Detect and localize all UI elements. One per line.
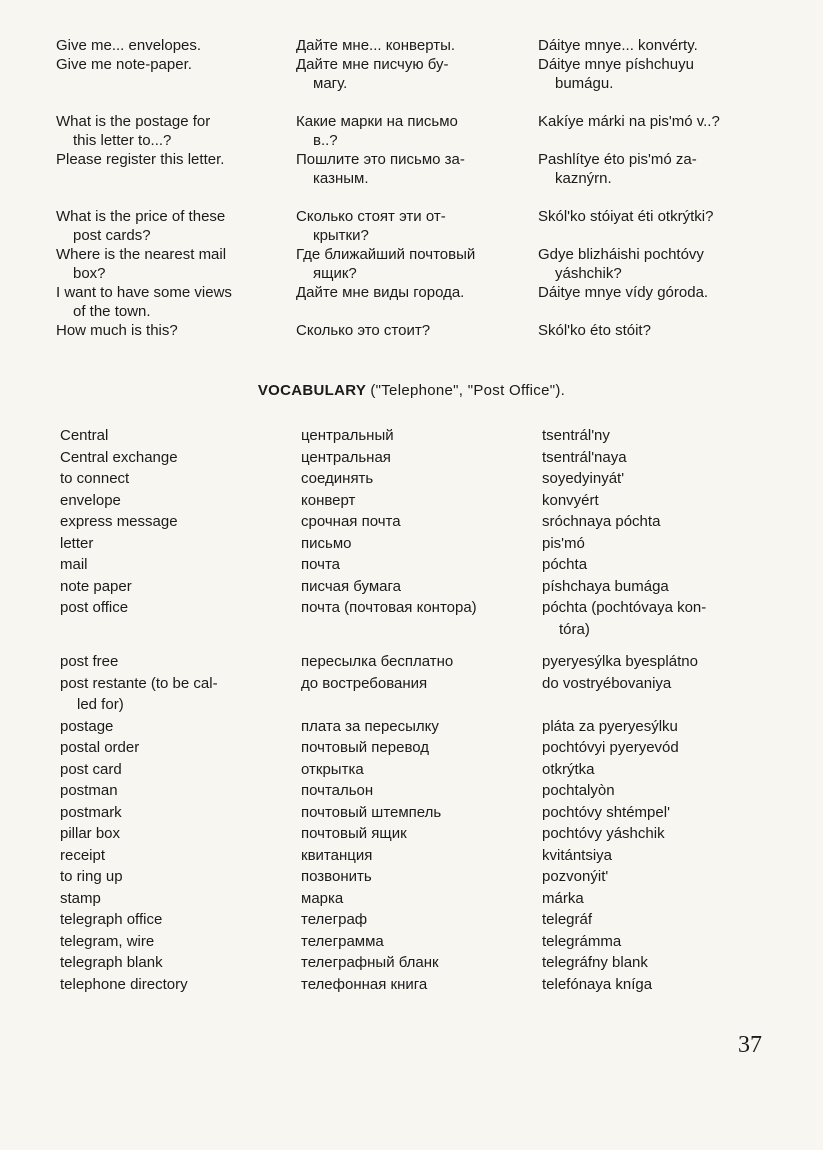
- phrase-transliteration-line: yáshchik?: [555, 265, 622, 282]
- vocab-english-line: pillar box: [60, 825, 121, 842]
- vocab-transliteration-line: soyedyinyát': [542, 470, 625, 487]
- vocab-english: [60, 823, 301, 845]
- vocabulary-row: [60, 533, 772, 555]
- vocab-english-line: telegraph office: [60, 911, 163, 928]
- vocab-english: [60, 716, 301, 738]
- vocab-transliteration: [542, 447, 772, 469]
- vocab-transliteration-line: telegráfny blank: [542, 954, 648, 971]
- vocab-transliteration: [542, 673, 772, 695]
- vocabulary-row: [60, 490, 772, 512]
- vocab-russian-line: марка: [301, 889, 344, 907]
- vocab-english-line: post office: [60, 599, 129, 616]
- vocab-english-line: post free: [60, 653, 119, 670]
- phrase-transliteration: [538, 245, 768, 283]
- phrase-russian-line: в..?: [313, 132, 338, 149]
- vocab-english: [60, 866, 301, 888]
- vocab-english: [60, 425, 301, 447]
- phrase-row: [56, 36, 768, 55]
- vocab-russian: [301, 802, 542, 824]
- vocab-transliteration-line: píshchaya bumága: [542, 577, 669, 595]
- vocab-english-line: stamp: [60, 889, 101, 907]
- vocab-transliteration-line: tsentrál'ny: [542, 427, 610, 444]
- phrase-english-line: How much is this?: [56, 322, 178, 339]
- phrase-row: [56, 207, 768, 245]
- vocab-transliteration-line: póchta (pochtóvaya kon-: [542, 599, 707, 616]
- vocab-english: [60, 759, 301, 781]
- phrase-russian-line: Дайте мне... конверты.: [296, 37, 456, 54]
- phrase-row: [56, 245, 768, 283]
- vocab-transliteration: [542, 823, 772, 845]
- phrase-english: [56, 150, 296, 169]
- vocab-english: [60, 651, 301, 673]
- phrase-english-line: this letter to...?: [73, 132, 172, 149]
- phrase-transliteration-line: Kakíye márki na pis'mó v..?: [538, 113, 720, 130]
- vocab-transliteration: [542, 931, 772, 953]
- vocab-russian: [301, 554, 542, 576]
- vocab-transliteration: [542, 845, 772, 867]
- vocab-russian-line: до востребования: [301, 674, 428, 692]
- phrase-russian-line: казным.: [313, 170, 369, 187]
- vocab-english-line: led for): [77, 696, 124, 713]
- vocab-english: [60, 974, 301, 996]
- vocab-transliteration-line: pis'mó: [542, 534, 585, 552]
- vocab-russian: [301, 845, 542, 867]
- vocab-english-line: postmark: [60, 803, 122, 821]
- phrase-english-line: Give me... envelopes.: [56, 37, 202, 54]
- vocab-english-line: telephone directory: [60, 975, 188, 993]
- vocab-english: [60, 447, 301, 469]
- vocab-english: [60, 597, 301, 619]
- vocab-transliteration: [542, 780, 772, 802]
- vocab-english-line: post card: [60, 760, 122, 778]
- phrase-english-line: What is the price of these: [56, 208, 226, 225]
- phrase-row: [56, 112, 768, 150]
- vocab-english: [60, 845, 301, 867]
- vocab-english-line: postal order: [60, 739, 140, 756]
- phrase-transliteration: [538, 321, 768, 340]
- vocab-russian-line: пересылка бесплатно: [301, 653, 454, 670]
- vocab-transliteration: [542, 511, 772, 533]
- phrase-transliteration: [538, 207, 768, 226]
- vocab-russian: [301, 673, 542, 695]
- vocab-english: [60, 952, 301, 974]
- vocab-transliteration: [542, 490, 772, 512]
- vocab-russian-line: телеграмма: [301, 932, 384, 950]
- vocabulary-row: [60, 823, 772, 845]
- vocab-russian: [301, 952, 542, 974]
- phrase-transliteration-line: Skól'ko stóiyat éti otkrýtki?: [538, 208, 714, 225]
- vocab-english: [60, 490, 301, 512]
- phrase-english-line: of the town.: [73, 303, 151, 320]
- phrase-transliteration-line: Dáitye mnye... konvérty.: [538, 37, 698, 54]
- vocab-transliteration: [542, 597, 772, 640]
- vocabulary-row: [60, 651, 772, 673]
- vocabulary-row: [60, 447, 772, 469]
- vocab-russian: [301, 716, 542, 738]
- vocab-russian: [301, 511, 542, 533]
- vocab-russian: [301, 490, 542, 512]
- vocab-english-line: receipt: [60, 846, 106, 864]
- vocab-english: [60, 673, 301, 716]
- vocab-russian-line: телеграф: [301, 911, 368, 928]
- phrase-transliteration-line: Dáitye mnye píshchuyu: [538, 56, 694, 73]
- vocabulary-row: [60, 576, 772, 598]
- phrase-transliteration: [538, 112, 768, 131]
- phrase-english-line: Where is the nearest mail: [56, 246, 227, 263]
- vocab-russian-line: центральный: [301, 427, 394, 444]
- vocab-transliteration-line: konvyért: [542, 491, 599, 509]
- vocab-russian-line: квитанция: [301, 846, 373, 864]
- vocab-russian: [301, 888, 542, 910]
- vocab-english-line: to ring up: [60, 868, 123, 885]
- vocab-transliteration-line: telegrámma: [542, 932, 622, 950]
- phrase-transliteration-line: Pashlítye éto pis'mó za-: [538, 151, 697, 168]
- vocabulary-row: [60, 554, 772, 576]
- vocab-transliteration: [542, 533, 772, 555]
- vocab-transliteration-line: tóra): [559, 620, 590, 638]
- phrase-russian-line: Где ближайший почтовый: [296, 246, 476, 263]
- phrase-russian: [296, 112, 538, 150]
- phrase-row: [56, 321, 768, 340]
- vocabulary-row: [60, 425, 772, 447]
- phrase-russian-line: ящик?: [313, 265, 357, 282]
- vocab-transliteration: [542, 759, 772, 781]
- vocabulary-row: [60, 888, 772, 910]
- vocab-russian: [301, 780, 542, 802]
- vocab-russian: [301, 931, 542, 953]
- phrase-english-line: What is the postage for: [56, 113, 211, 130]
- vocabulary-heading-main: VOCABULARY: [257, 382, 366, 399]
- phrase-english: [56, 245, 296, 283]
- vocab-transliteration-line: pozvonýit': [542, 868, 609, 885]
- phrase-english: [56, 321, 296, 340]
- vocab-russian-line: срочная почта: [301, 513, 401, 530]
- phrase-english: [56, 36, 296, 55]
- vocabulary-row: [60, 909, 772, 931]
- phrase-english-line: post cards?: [73, 227, 151, 244]
- vocabulary-heading: [0, 382, 823, 399]
- vocab-transliteration: [542, 737, 772, 759]
- vocabulary-row: [60, 952, 772, 974]
- vocab-english: [60, 737, 301, 759]
- vocabulary-row: [60, 673, 772, 716]
- vocab-english-line: note paper: [60, 577, 132, 595]
- vocab-russian: [301, 759, 542, 781]
- vocab-transliteration: [542, 888, 772, 910]
- vocab-english-line: Central exchange: [60, 448, 178, 466]
- phrase-transliteration-line: Gdye blizháishi pochtóvy: [538, 246, 704, 263]
- vocab-russian-line: почтовый перевод: [301, 739, 430, 756]
- vocab-english-line: to connect: [60, 470, 130, 487]
- phrase-english-line: box?: [73, 265, 106, 282]
- vocab-russian: [301, 468, 542, 490]
- phrase-russian: [296, 36, 538, 55]
- vocab-russian-line: центральная: [301, 448, 391, 466]
- vocab-transliteration-line: otkrýtka: [542, 760, 595, 778]
- vocab-english-line: express message: [60, 513, 178, 530]
- vocab-transliteration-line: pochtalyòn: [542, 782, 615, 799]
- phrase-english-line: Please register this letter.: [56, 151, 225, 168]
- vocabulary-table: [60, 425, 772, 995]
- phrase-row: [56, 150, 768, 188]
- vocabulary-row: [60, 845, 772, 867]
- phrase-english-line: Give me note-paper.: [56, 56, 192, 73]
- phrase-russian: [296, 245, 538, 283]
- vocabulary-row: [60, 780, 772, 802]
- phrase-transliteration: [538, 36, 768, 55]
- vocab-transliteration-line: pochtóvy yáshchik: [542, 825, 665, 842]
- vocab-english-line: telegram, wire: [60, 932, 155, 950]
- vocabulary-row: [60, 974, 772, 996]
- vocab-russian: [301, 866, 542, 888]
- vocabulary-row: [60, 759, 772, 781]
- vocab-transliteration-line: póchta: [542, 556, 588, 573]
- phrase-transliteration: [538, 283, 768, 302]
- vocab-transliteration-line: pochtóvy shtémpel': [542, 803, 670, 821]
- phrase-russian: [296, 55, 538, 93]
- vocab-english: [60, 931, 301, 953]
- vocab-russian: [301, 909, 542, 931]
- vocab-english: [60, 909, 301, 931]
- vocab-transliteration: [542, 716, 772, 738]
- vocab-transliteration: [542, 576, 772, 598]
- phrase-russian-line: Дайте мне писчую бу-: [296, 56, 449, 73]
- vocab-transliteration: [542, 802, 772, 824]
- phrase-english: [56, 207, 296, 245]
- vocab-transliteration: [542, 866, 772, 888]
- vocabulary-row: [60, 468, 772, 490]
- vocab-russian: [301, 576, 542, 598]
- phrase-english: [56, 55, 296, 74]
- vocab-english-line: Central: [60, 427, 109, 444]
- phrase-row: [56, 55, 768, 93]
- vocab-russian-line: почта (почтовая контора): [301, 599, 477, 616]
- vocab-english: [60, 533, 301, 555]
- page-number: 37: [738, 1032, 762, 1058]
- vocab-transliteration-line: pláta za pyeryesýlku: [542, 717, 678, 735]
- vocab-transliteration: [542, 974, 772, 996]
- vocabulary-row: [60, 511, 772, 533]
- phrase-table: [56, 36, 768, 340]
- phrase-english: [56, 283, 296, 321]
- vocabulary-row: [60, 737, 772, 759]
- phrase-russian: [296, 150, 538, 188]
- phrase-transliteration-line: kaznýrn.: [555, 170, 612, 187]
- vocab-russian: [301, 651, 542, 673]
- vocabulary-row: [60, 866, 772, 888]
- phrase-russian-line: крытки?: [313, 227, 369, 244]
- vocab-english: [60, 780, 301, 802]
- vocab-english: [60, 468, 301, 490]
- vocab-transliteration: [542, 468, 772, 490]
- vocab-russian: [301, 533, 542, 555]
- phrase-transliteration: [538, 150, 768, 188]
- vocab-english: [60, 554, 301, 576]
- vocabulary-heading-sub: ("Telephone", "Post Office").: [370, 382, 566, 399]
- vocab-russian: [301, 974, 542, 996]
- vocab-english-line: postman: [60, 782, 118, 799]
- vocab-russian-line: плата за пересылку: [301, 717, 439, 735]
- vocab-english-line: postage: [60, 717, 114, 735]
- vocab-english-line: post restante (to be cal-: [60, 674, 218, 692]
- phrase-russian-line: Какие марки на письмо: [296, 113, 458, 130]
- vocab-transliteration-line: do vostryébovaniya: [542, 674, 672, 692]
- vocab-transliteration-line: tsentrál'naya: [542, 448, 627, 466]
- phrase-russian: [296, 207, 538, 245]
- vocab-russian-line: почтовый ящик: [301, 825, 407, 842]
- vocab-english: [60, 888, 301, 910]
- vocab-transliteration: [542, 909, 772, 931]
- vocab-russian: [301, 737, 542, 759]
- vocab-russian-line: конверт: [301, 491, 356, 509]
- phrase-russian-line: Пошлите это письмо за-: [296, 151, 465, 168]
- vocab-english-line: envelope: [60, 491, 121, 509]
- vocab-transliteration: [542, 425, 772, 447]
- vocab-english-line: mail: [60, 556, 88, 573]
- vocab-russian: [301, 597, 542, 619]
- vocab-english: [60, 511, 301, 533]
- vocab-english-line: telegraph blank: [60, 954, 163, 971]
- vocab-english: [60, 802, 301, 824]
- vocabulary-row: [60, 802, 772, 824]
- vocab-russian-line: почтальон: [301, 782, 374, 799]
- vocab-transliteration: [542, 952, 772, 974]
- vocab-transliteration-line: márka: [542, 889, 584, 907]
- vocab-russian-line: позвонить: [301, 868, 372, 885]
- phrase-russian: [296, 321, 538, 340]
- vocabulary-row: [60, 716, 772, 738]
- phrase-transliteration: [538, 55, 768, 93]
- vocab-transliteration: [542, 651, 772, 673]
- vocab-english: [60, 576, 301, 598]
- vocab-transliteration-line: telegráf: [542, 911, 593, 928]
- phrase-russian-line: магу.: [313, 75, 348, 92]
- vocab-russian: [301, 425, 542, 447]
- phrase-russian: [296, 283, 538, 302]
- phrase-russian-line: Дайте мне виды города.: [296, 284, 465, 301]
- phrase-english-line: I want to have some views: [56, 284, 232, 301]
- phrase-row: [56, 283, 768, 321]
- vocab-russian-line: почта: [301, 556, 340, 573]
- vocab-transliteration-line: pochtóvyi pyeryevód: [542, 739, 679, 756]
- vocab-russian-line: телеграфный бланк: [301, 954, 439, 971]
- vocab-russian-line: соединять: [301, 470, 374, 487]
- phrase-russian-line: Сколько это стоит?: [296, 322, 431, 339]
- vocabulary-row: [60, 597, 772, 640]
- phrase-transliteration-line: Skól'ko éto stóit?: [538, 322, 651, 339]
- vocab-russian-line: писчая бумага: [301, 577, 402, 595]
- phrase-russian-line: Сколько стоят эти от-: [296, 208, 446, 225]
- phrase-transliteration-line: bumágu.: [555, 75, 614, 92]
- vocab-russian-line: открытка: [301, 760, 364, 778]
- vocab-transliteration-line: sróchnaya póchta: [542, 513, 661, 530]
- vocab-transliteration: [542, 554, 772, 576]
- vocab-english-line: letter: [60, 534, 94, 552]
- vocab-russian-line: почтовый штемпель: [301, 803, 442, 821]
- phrase-transliteration-line: Dáitye mnye vídy góroda.: [538, 284, 709, 301]
- vocab-russian-line: телефонная книга: [301, 975, 428, 993]
- vocab-russian: [301, 447, 542, 469]
- vocab-transliteration-line: pyeryesýlka byesplátno: [542, 653, 698, 670]
- phrase-english: [56, 112, 296, 150]
- vocab-russian: [301, 823, 542, 845]
- vocab-transliteration-line: kvitántsiya: [542, 846, 613, 864]
- vocabulary-row: [60, 931, 772, 953]
- vocab-russian-line: письмо: [301, 534, 352, 552]
- vocab-transliteration-line: telefónaya kníga: [542, 975, 653, 993]
